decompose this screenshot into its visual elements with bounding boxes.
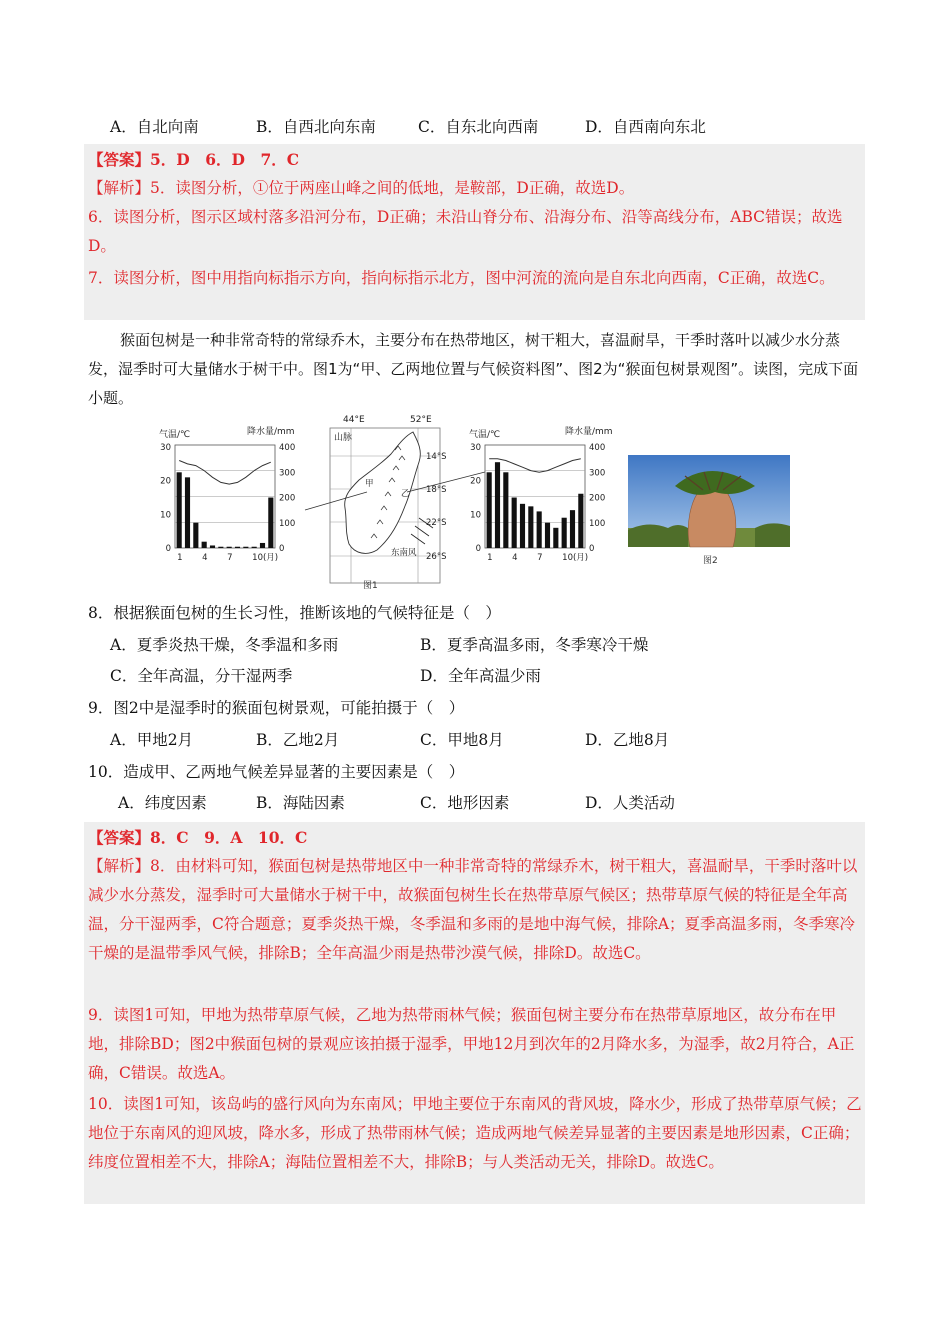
- q10-option-a: A．纬度因素: [118, 794, 207, 812]
- precip-bar: [210, 545, 215, 548]
- precip-bar: [537, 511, 542, 548]
- precip-bar: [185, 477, 190, 548]
- q7-option-b: B．自西北向东南: [256, 118, 376, 136]
- q7-option-d: D．自西南向东北: [585, 118, 706, 136]
- precip-bar: [235, 547, 240, 548]
- explanation-8: 【解析】8．由材料可知，猴面包树是热带地区中一种非常奇特的常绿乔木，树干粗大，喜温耐旱，干季时落叶以减少水分蒸发，湿季时可大量储水于树干中，故猴面包树生长在热带草原气候区；热带草原气候的特征是全年高温，分干湿两季，C符合题意；夏季炎热干燥，冬季温和多雨的是地中海气候，排除A；夏季高温多雨，冬季寒冷干燥的是温带季风气候，排除B；全年高温少雨是热带沙漠气候，排除D。故选C。: [88, 857, 858, 962]
- q10-option-b: B．海陆因素: [256, 794, 345, 812]
- precip-tick-label: 200: [279, 493, 296, 504]
- temp-tick-label: 10: [470, 510, 481, 521]
- q10-option-c: C．地形因素: [420, 794, 510, 812]
- lon-label-52: 52°E: [410, 415, 432, 425]
- q9-option-d: D．乙地8月: [585, 731, 670, 749]
- precip-bar: [268, 498, 273, 548]
- explanation-10: 10．读图1可知，该岛屿的盛行风向为东南风；甲地主要位于东南风的背风坡，降水少，形成了热带草原气候；乙地位于东南风的迎风坡，降水多，形成了热带雨林气候；造成两地气候差异显著的主要因素是地形因素，C正确；纬度位置相差不大，排除A；海陆位置相差不大，排除B；与人类活动无关，排除D。故选C。: [88, 1095, 862, 1171]
- wind-label: 东南风: [391, 548, 417, 558]
- precip-tick-label: 0: [279, 544, 285, 554]
- x-tick-label: 7: [227, 553, 233, 563]
- precip-axis-label: 降水量/mm: [247, 427, 295, 437]
- photo-bushes-right: [755, 523, 790, 547]
- explanation-5: 【解析】5．读图分析，①位于两座山峰之间的低地，是鞍部，D正确，故选D。: [88, 179, 635, 197]
- precip-bar: [177, 472, 182, 548]
- precip-bar: [202, 542, 207, 548]
- precip-bar: [562, 518, 567, 548]
- precip-bar: [520, 504, 525, 548]
- label-jia: 甲: [365, 479, 374, 489]
- lat-label-22: 22°S: [426, 518, 447, 528]
- precip-tick-label: 300: [279, 468, 296, 479]
- x-tick-label: 7: [537, 553, 543, 563]
- baobab-photo: [628, 455, 790, 566]
- precip-bar: [495, 462, 500, 548]
- lon-label-44: 44°E: [343, 415, 365, 425]
- explanation-9: 9．读图1可知，甲地为热带草原气候，乙地为热带雨林气候；猴面包树主要分布在热带草原地区，故分布在甲地，排除BD；图2中猴面包树的景观应该拍摄于湿季，甲地12月到次年的2月降水多，为湿季，故2月符合，A正确，C错误。故选A。: [88, 1006, 855, 1082]
- figure-svg: [155, 410, 795, 595]
- temperature-line: [179, 461, 271, 485]
- intro-paragraph: 猴面包树是一种非常奇特的常绿乔木，主要分布在热带地区，树干粗大，喜温耐旱，干季时落叶以减少水分蒸发，湿季时可大量储水于树干中。图1为“甲、乙两地位置与气候资料图”、图2为“猴面包树景观图”。读图，完成下面小题。: [88, 331, 859, 407]
- precip-tick-label: 300: [589, 468, 606, 479]
- temp-tick-label: 20: [470, 476, 481, 487]
- figure-1-and-2: [155, 410, 795, 595]
- answer-2-line: 【答案】8．C 9．A 10．C: [88, 828, 308, 847]
- precip-axis-label: 降水量/mm: [565, 427, 613, 437]
- q7-option-a: A．自北向南: [110, 118, 199, 136]
- q8-option-a: A．夏季炎热干燥，冬季温和多雨: [110, 636, 339, 654]
- x-tick-label: 10(月): [252, 553, 279, 563]
- q9-option-b: B．乙地2月: [256, 731, 340, 749]
- x-tick-label: 1: [487, 553, 493, 563]
- temp-tick-label: 10: [160, 510, 171, 521]
- temperature-line: [489, 459, 581, 473]
- mountain-label: 山脉: [334, 433, 353, 443]
- climate-chart-jia: [159, 425, 295, 563]
- lat-label-26: 26°S: [426, 552, 447, 562]
- temp-axis-label: 气温/℃: [469, 430, 501, 440]
- precip-bar: [578, 494, 583, 548]
- precip-bar: [503, 472, 508, 548]
- temp-tick-label: 30: [160, 443, 171, 454]
- figure-1-caption: 图1: [363, 581, 378, 591]
- lat-label-18: 18°S: [426, 485, 447, 495]
- climate-chart-yi: [469, 425, 613, 563]
- q9-stem: 9．图2中是湿季时的猴面包树景观，可能拍摄于（ ）: [88, 699, 465, 717]
- q7-option-c: C．自东北向西南: [418, 118, 539, 136]
- explanation-7: 7．读图分析，图中用指向标指示方向，指向标指示北方，图中河流的流向是自东北向西南，C正确，故选C。: [88, 269, 835, 287]
- precip-tick-label: 200: [589, 493, 606, 504]
- q8-stem: 8．根据猴面包树的生长习性，推断该地的气候特征是（ ）: [88, 604, 501, 622]
- temp-tick-label: 0: [475, 544, 481, 554]
- precip-bar: [252, 547, 257, 548]
- precip-tick-label: 400: [589, 443, 606, 454]
- explanation-6: 6．读图分析，图示区域村落多沿河分布，D正确；未沿山脊分布、沿海分布、沿等高线分布，ABC错误；故选D。: [88, 208, 843, 255]
- answer-1-line: 【答案】5．D 6．D 7．C: [88, 150, 300, 169]
- precip-tick-label: 0: [589, 544, 595, 554]
- q9-option-c: C．甲地8月: [420, 731, 504, 749]
- x-tick-label: 10(月): [562, 553, 589, 563]
- precip-bar: [512, 498, 517, 548]
- precip-tick-label: 100: [279, 518, 296, 529]
- q9-option-a: A．甲地2月: [110, 731, 194, 749]
- q8-option-c: C．全年高温，分干湿两季: [110, 667, 293, 685]
- precip-bar: [570, 510, 575, 548]
- precip-bar: [243, 547, 248, 548]
- precip-tick-label: 400: [279, 443, 296, 454]
- baobab-trunk: [688, 490, 736, 547]
- q10-option-d: D．人类活动: [585, 794, 675, 812]
- temp-tick-label: 0: [165, 544, 171, 554]
- lat-label-14: 14°S: [426, 452, 447, 462]
- temp-tick-label: 30: [470, 443, 481, 454]
- temp-tick-label: 20: [160, 476, 171, 487]
- precip-bar: [545, 523, 550, 548]
- precip-bar: [260, 543, 265, 548]
- x-tick-label: 4: [512, 553, 518, 563]
- precip-bar: [528, 506, 533, 548]
- label-yi: 乙: [401, 489, 410, 499]
- q8-option-d: D．全年高温少雨: [420, 667, 541, 685]
- x-tick-label: 4: [202, 553, 208, 563]
- precip-bar: [487, 472, 492, 548]
- photo-bushes-left: [628, 524, 688, 547]
- precip-bar: [227, 547, 232, 548]
- figure-2-caption: 图2: [703, 556, 718, 566]
- temp-axis-label: 气温/℃: [159, 430, 191, 440]
- q10-stem: 10．造成甲、乙两地气候差异显著的主要因素是（ ）: [88, 763, 465, 781]
- precip-bar: [193, 523, 198, 548]
- precip-bar: [553, 528, 558, 548]
- precip-bar: [218, 547, 223, 548]
- precip-tick-label: 100: [589, 518, 606, 529]
- madagascar-map: [305, 415, 485, 591]
- q8-option-b: B．夏季高温多雨，冬季寒冷干燥: [420, 636, 649, 654]
- x-tick-label: 1: [177, 553, 183, 563]
